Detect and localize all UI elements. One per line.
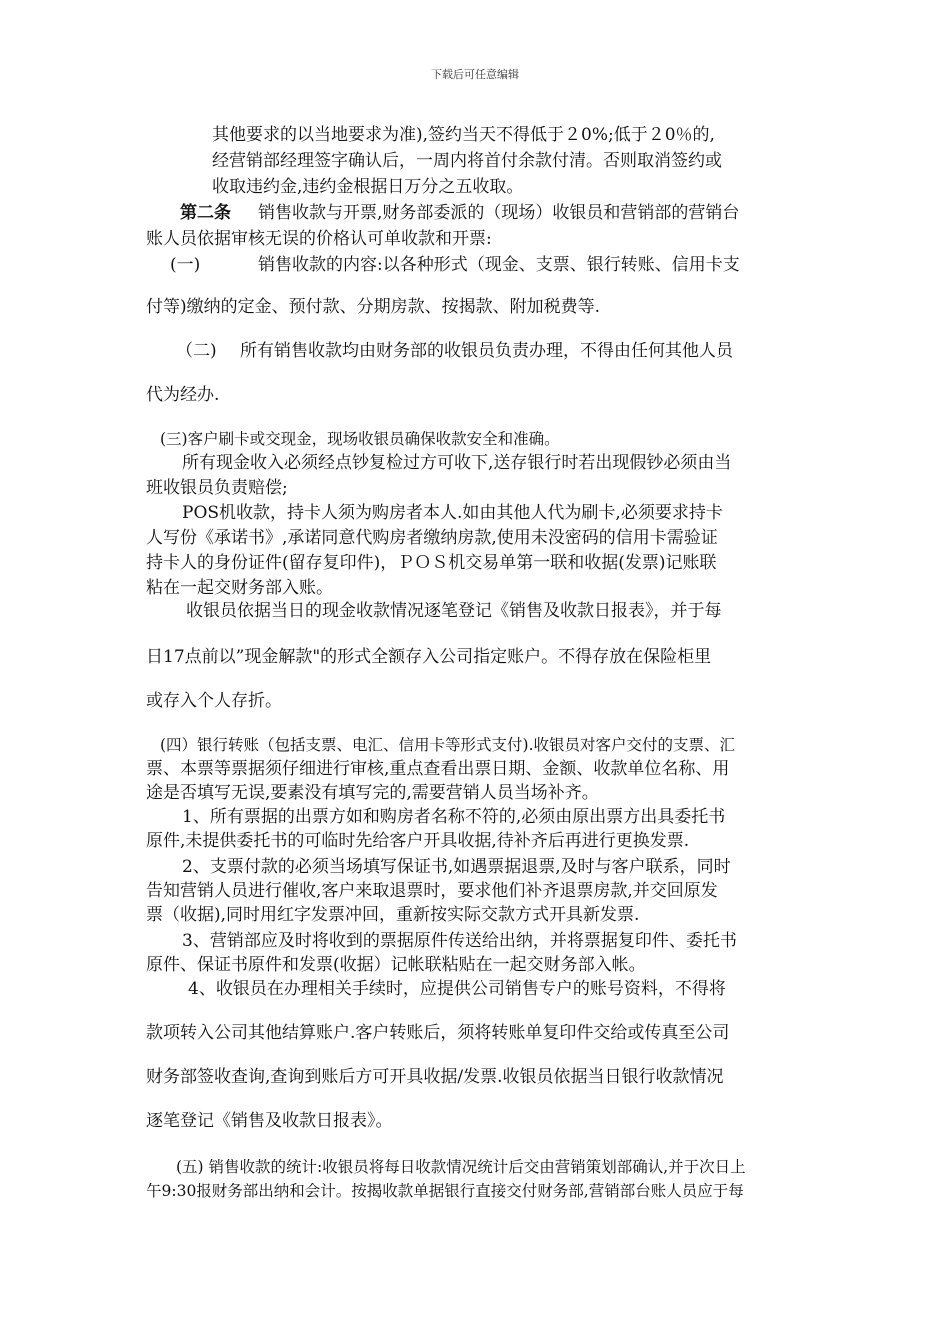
page-header: 下载后可任意编辑 [431, 68, 519, 81]
text-line: 或存入个人存折。 [146, 691, 282, 711]
text-line: 3、营销部应及时将收到的票据原件传送给出纳，并将票据复印件、委托书 [182, 931, 737, 951]
text-line: 1、所有票据的出票方如和购房者名称不符的,必须由原出票方出具委托书 [182, 807, 726, 827]
text-line: 途是否填写无误,要素没有填写完的,需要营销人员当场补齐。 [146, 783, 599, 803]
text-line: 所有现金收入必须经点钞复检过方可收下,送存银行时若出现假钞必须由当 [182, 453, 732, 473]
text-line: 逐笔登记《销售及收款日报表》。 [146, 1111, 393, 1131]
text-line: 原件,未提供委托书的可临时先给客户开具收据,待补齐后再进行更换发票. [146, 831, 690, 851]
text-line: 午9:30报财务部出纳和会计。按揭收款单据银行直接交付财务部,营销部台账人员应于每 [146, 1182, 744, 1200]
text-line: 财务部签收查询,查询到账后方可开具收据/发票.收银员依据当日银行收款情况 [146, 1067, 724, 1087]
text-line: 粘在一起交财务部入账。 [146, 578, 333, 598]
text-line: 持卡人的身份证件(留存复印件)，ＰＯＳ机交易单第一联和收据(发票)记账联 [146, 553, 717, 573]
text-line: 收取违约金,违约金根据日万分之五收取。 [212, 177, 524, 197]
text-line: 原件、保证书原件和发票(收据）记帐联粘贴在一起交财务部入帐。 [146, 955, 646, 975]
text-line: 经营销部经理签字确认后，一周内将首付余款付清。否则取消签约或 [212, 151, 722, 171]
text-line: 日17点前以”现金解款"的形式全额存入公司指定账户。不得存放在保险柜里 [146, 647, 712, 667]
text-line: 4、收银员在办理相关手续时，应提供公司销售专户的账号资料，不得将 [188, 979, 726, 999]
text-line: (五) 销售收款的统计:收银员将每日收款情况统计后交由营销策划部确认,并于次日上 [176, 1158, 746, 1176]
text-line: 销售收款与开票,财务部委派的（现场）收银员和营销部的营销台 [258, 203, 740, 223]
section-number: （二) [176, 341, 217, 361]
article-heading: 第二条 [180, 203, 231, 223]
section-number: (一) [170, 255, 201, 275]
text-line: 票（收据),同时用红字发票冲回，重新按实际交款方式开具新发票. [146, 905, 640, 925]
text-line: 告知营销人员进行催收,客户来取退票时，要求他们补齐退票房款,并交回原发 [146, 881, 718, 901]
text-line: 付等)缴纳的定金、预付款、分期房款、按揭款、附加税费等. [146, 297, 601, 317]
text-line: 其他要求的以当地要求为准),签约当天不得低于２0%;低于２0％的, [212, 125, 715, 145]
text-line: 人写份《承诺书》,承诺同意代购房者缴纳房款,使用未没密码的信用卡需验证 [146, 528, 718, 548]
text-line: 代为经办. [146, 385, 220, 405]
text-line: (四）银行转账（包括支票、电汇、信用卡等形式支付).收银员对客户交付的支票、汇 [160, 736, 736, 754]
text-line: 款项转入公司其他结算账户.客户转账后，须将转账单复印件交给或传真至公司 [146, 1023, 730, 1043]
text-line: 账人员依据审核无误的价格认可单收款和开票: [146, 229, 492, 249]
text-line: 收银员依据当日的现金收款情况逐笔登记《销售及收款日报表》，并于每 [186, 601, 722, 621]
text-line: 2、支票付款的必须当场填写保证书,如遇票据退票,及时与客户联系，同时 [182, 857, 731, 877]
text-line: (三)客户刷卡或交现金，现场收银员确保收款安全和准确。 [160, 430, 560, 448]
text-line: POS机收款，持卡人须为购房者本人.如由其他人代为刷卡,必须要求持卡 [182, 503, 723, 523]
text-line: 所有销售收款均由财务部的收银员负责办理，不得由任何其他人员 [240, 341, 733, 361]
text-line: 班收银员负责赔偿; [146, 478, 288, 498]
text-line: 票、本票等票据须仔细进行审核,重点查看出票日期、金额、收款单位名称、用 [146, 759, 730, 779]
text-line: 销售收款的内容:以各种形式（现金、支票、银行转账、信用卡支 [258, 255, 740, 275]
